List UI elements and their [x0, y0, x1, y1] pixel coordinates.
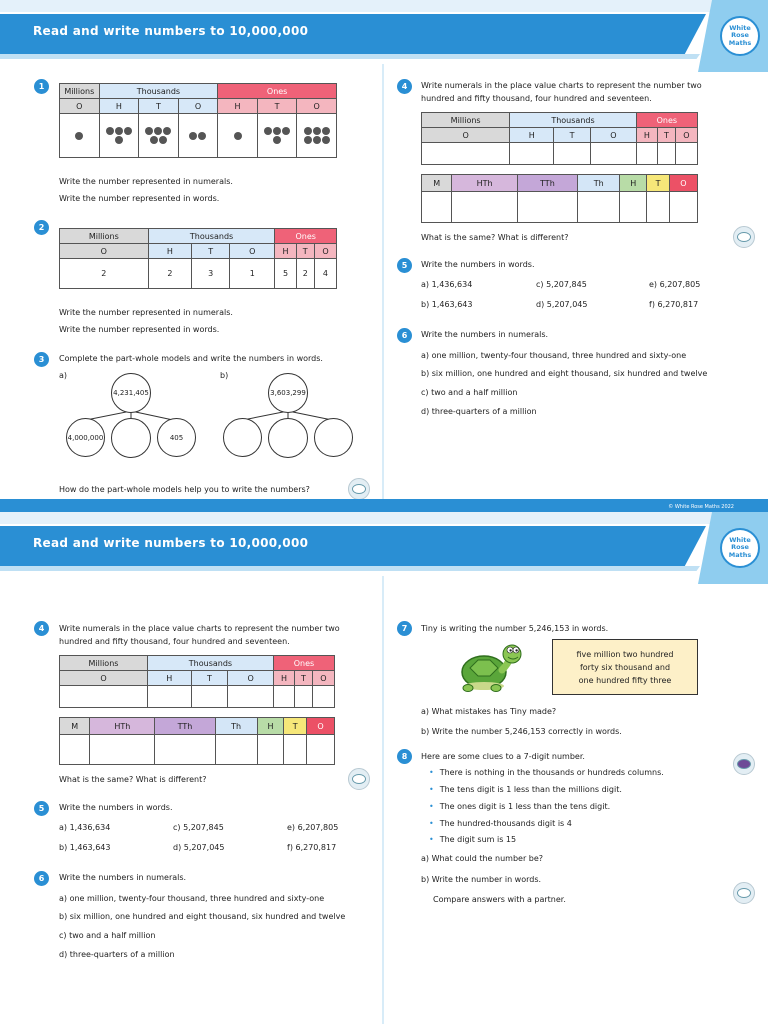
discussion-icon: [733, 226, 755, 248]
column-header: O: [178, 99, 218, 114]
answer-cell[interactable]: [657, 143, 675, 165]
counter-cell: [257, 114, 297, 158]
column-header: H: [148, 244, 192, 259]
q4-prompt-line2: hundred and fifty thousand, four hundred and seventeen.: [59, 637, 290, 646]
column-header: O: [669, 175, 697, 192]
q5-item: f) 6,270,817: [649, 300, 699, 309]
q1-numerals-prompt: Write the number represented in numerals.: [59, 177, 233, 186]
part-whole-a-blank-part[interactable]: [111, 418, 151, 458]
digit-cell: 2: [148, 259, 192, 289]
q6-prompt: Write the numbers in numerals.: [59, 873, 187, 882]
answer-cell[interactable]: [312, 686, 334, 708]
q8-compare: Compare answers with a partner.: [433, 895, 566, 904]
q7-prompt: Tiny is writing the number 5,246,153 in words.: [421, 624, 609, 633]
counter-row: [60, 114, 337, 158]
part-whole-b-blank-part[interactable]: [223, 418, 262, 457]
column-header: O: [314, 244, 336, 259]
counter-cell: [139, 114, 179, 158]
q3-prompt: Complete the part-whole models and write the numbers in words.: [59, 354, 323, 363]
column-header: T: [139, 99, 179, 114]
column-header: O: [312, 671, 334, 686]
answer-cell[interactable]: [422, 192, 452, 223]
q1-words-prompt: Write the number represented in words.: [59, 194, 220, 203]
counter-dot: [322, 127, 330, 135]
column-header: M: [422, 175, 452, 192]
column-header: H: [147, 671, 191, 686]
question-number-6: 6: [34, 871, 49, 886]
q6-item: c) two and a half million: [59, 931, 156, 940]
answer-cell[interactable]: [60, 686, 148, 708]
column-header: O: [60, 671, 148, 686]
column-header: HTh: [452, 175, 517, 192]
part-whole-b-blank-part[interactable]: [268, 418, 308, 458]
header-millions: Millions: [60, 229, 149, 244]
counter-dot: [273, 136, 281, 144]
place-value-chart-digits: [59, 228, 337, 289]
header-millions: Millions: [422, 113, 510, 128]
column-header: T: [554, 128, 591, 143]
answer-cell[interactable]: [620, 192, 647, 223]
answer-cell[interactable]: [60, 735, 90, 765]
question-number-5: 5: [397, 258, 412, 273]
q5-item: f) 6,270,817: [287, 843, 337, 852]
q5-item: e) 6,207,805: [649, 280, 701, 289]
header-ones: Ones: [273, 656, 334, 671]
place-value-chart-blank: [59, 655, 335, 708]
column-header: O: [60, 99, 100, 114]
column-header: O: [230, 244, 275, 259]
counter-dot: [304, 136, 312, 144]
answer-cell[interactable]: [510, 143, 554, 165]
answer-cell[interactable]: [669, 192, 697, 223]
q8-part-a: a) What could the number be?: [421, 854, 544, 863]
column-header: O: [307, 718, 335, 735]
q5-prompt: Write the numbers in words.: [421, 260, 535, 269]
header-thousands: Thousands: [99, 84, 218, 99]
counter-dot: [159, 136, 167, 144]
q6-item: b) six million, one hundred and eight thousand, six hundred and twelve: [59, 912, 346, 921]
speech-line: one hundred fifty three: [578, 675, 672, 685]
column-header: T: [257, 99, 297, 114]
answer-cell[interactable]: [295, 686, 313, 708]
column-header: H: [636, 128, 657, 143]
counter-dot: [198, 132, 206, 140]
header-ones: Ones: [275, 229, 337, 244]
column-header: O: [60, 244, 149, 259]
header-thousands: Thousands: [148, 229, 275, 244]
logo-line: White: [729, 23, 751, 32]
q5-item: d) 5,207,045: [536, 300, 588, 309]
speech-line: five million two hundred: [576, 649, 674, 659]
question-number-4: 4: [397, 79, 412, 94]
discussion-icon: [733, 882, 755, 904]
column-header: T: [191, 671, 228, 686]
q4-prompt-line1: Write numerals in the place value charts to represent the number two: [59, 624, 340, 633]
banner-strip: [0, 54, 700, 59]
white-rose-maths-logo: [720, 528, 760, 568]
q6-item: b) six million, one hundred and eight thousand, six hundred and twelve: [421, 369, 708, 378]
counter-dot: [304, 127, 312, 135]
worksheet-page-2: [0, 512, 768, 1024]
question-number-2: 2: [34, 220, 49, 235]
logo-line: White: [729, 535, 751, 544]
answer-cell[interactable]: [215, 735, 257, 765]
counter-cell: [218, 114, 258, 158]
column-header: H: [218, 99, 258, 114]
q4-prompt-line2: hundred and fifty thousand, four hundred and seventeen.: [421, 94, 652, 103]
part-whole-b-blank-part[interactable]: [314, 418, 353, 457]
header-ones: Ones: [218, 84, 337, 99]
column-divider: [382, 64, 384, 500]
column-header: T: [284, 718, 307, 735]
q6-item: d) three-quarters of a million: [421, 407, 537, 416]
page-title: Read and write numbers to 10,000,000: [33, 536, 309, 550]
counter-dot: [273, 127, 281, 135]
logo-line: Maths: [728, 38, 752, 47]
q3-question: How do the part-whole models help you to write the numbers?: [59, 485, 310, 494]
header-millions: Millions: [60, 656, 148, 671]
q7-part-b: b) Write the number 5,246,153 correctly in words.: [421, 727, 622, 736]
column-header: T: [296, 244, 314, 259]
logo-line: Rose: [731, 31, 749, 40]
column-header: M: [60, 718, 90, 735]
column-header: T: [192, 244, 230, 259]
counter-dot: [322, 136, 330, 144]
answer-cell[interactable]: [452, 192, 517, 223]
q7-part-a: a) What mistakes has Tiny made?: [421, 707, 557, 716]
counter-dot: [75, 132, 83, 140]
answer-cell[interactable]: [307, 735, 335, 765]
q4-prompt-line1: Write numerals in the place value charts to represent the number two: [421, 81, 702, 90]
column-header: O: [297, 99, 337, 114]
q2-words-prompt: Write the number represented in words.: [59, 325, 220, 334]
q8-clue: • The ones digit is 1 less than the tens digit.: [429, 802, 610, 811]
counter-dot: [154, 127, 162, 135]
column-header: H: [257, 718, 284, 735]
counter-dot: [150, 136, 158, 144]
digit-cell: 2: [296, 259, 314, 289]
q5-item: c) 5,207,845: [173, 823, 224, 832]
q8-prompt: Here are some clues to a 7-digit number.: [421, 752, 585, 761]
counter-dot: [124, 127, 132, 135]
answer-cell[interactable]: [636, 143, 657, 165]
q5-prompt: Write the numbers in words.: [59, 803, 173, 812]
counter-dot: [189, 132, 197, 140]
question-number-3: 3: [34, 352, 49, 367]
answer-cell[interactable]: [147, 686, 191, 708]
column-header: Th: [215, 718, 257, 735]
page-title: Read and write numbers to 10,000,000: [33, 24, 309, 38]
answer-cell[interactable]: [675, 143, 697, 165]
question-number-1: 1: [34, 79, 49, 94]
digit-cell: 2: [60, 259, 149, 289]
banner-strip: [0, 566, 700, 571]
header-thousands: Thousands: [510, 113, 636, 128]
column-header: O: [675, 128, 697, 143]
q6-item: a) one million, twenty-four thousand, three hundred and sixty-one: [59, 894, 325, 903]
digit-cell: 1: [230, 259, 275, 289]
part-whole-b-whole: 3,603,299: [268, 373, 308, 413]
column-header: H: [620, 175, 647, 192]
q5-item: a) 1,436,634: [59, 823, 111, 832]
answer-cell[interactable]: [257, 735, 284, 765]
place-value-chart-abbrev: [421, 174, 698, 223]
discussion-icon: [348, 768, 370, 790]
counter-dot: [313, 136, 321, 144]
question-number-6: 6: [397, 328, 412, 343]
column-header: H: [510, 128, 554, 143]
q6-item: d) three-quarters of a million: [59, 950, 175, 959]
part-whole-a-part: 405: [157, 418, 196, 457]
answer-cell[interactable]: [228, 686, 274, 708]
header-thousands: Thousands: [147, 656, 273, 671]
header-millions: Millions: [60, 84, 100, 99]
place-value-chart-abbrev: [59, 717, 335, 765]
part-whole-a-whole: 4,231,405: [111, 373, 151, 413]
digit-cell: 5: [275, 259, 296, 289]
answer-cell[interactable]: [155, 735, 215, 765]
column-header: H: [275, 244, 296, 259]
q5-item: d) 5,207,045: [173, 843, 225, 852]
q3-part-a-label: a): [59, 371, 68, 380]
banner-background: [0, 512, 768, 524]
counter-dot: [115, 136, 123, 144]
column-header: Th: [578, 175, 620, 192]
digit-cell: 3: [192, 259, 230, 289]
counter-dot: [106, 127, 114, 135]
counter-dot: [163, 127, 171, 135]
answer-cell[interactable]: [273, 686, 294, 708]
part-whole-a-part: 4,000,000: [66, 418, 105, 457]
counter-dot: [264, 127, 272, 135]
counter-dot: [115, 127, 123, 135]
counter-dot: [234, 132, 242, 140]
copyright-text: © White Rose Maths 2022: [668, 504, 734, 510]
answer-cell[interactable]: [90, 735, 155, 765]
header-ones: Ones: [636, 113, 697, 128]
place-value-chart-blank: [421, 112, 698, 165]
q5-item: b) 1,463,643: [59, 843, 111, 852]
column-header: O: [590, 128, 636, 143]
counter-cell: [99, 114, 139, 158]
q6-item: c) two and a half million: [421, 388, 518, 397]
place-value-chart-counters: [59, 83, 337, 158]
q8-clue: • The digit sum is 15: [429, 835, 516, 844]
counter-dot: [145, 127, 153, 135]
answer-cell[interactable]: [422, 143, 510, 165]
counter-cell: [60, 114, 100, 158]
column-divider: [382, 576, 384, 1024]
q8-clue: • There is nothing in the thousands or hundreds columns.: [429, 768, 664, 777]
tiny-speech-box: [552, 639, 698, 695]
question-number-7: 7: [397, 621, 412, 636]
digit-cell: 4: [314, 259, 336, 289]
q6-prompt: Write the numbers in numerals.: [421, 330, 549, 339]
counter-dot: [313, 127, 321, 135]
answer-cell[interactable]: [578, 192, 620, 223]
column-header: T: [657, 128, 675, 143]
q4-question: What is the same? What is different?: [59, 775, 207, 784]
answer-cell[interactable]: [647, 192, 670, 223]
logo-line: Rose: [731, 543, 749, 552]
logo-line: Maths: [728, 550, 752, 559]
q6-item: a) one million, twenty-four thousand, three hundred and sixty-one: [421, 351, 687, 360]
white-rose-maths-logo: [720, 16, 760, 56]
column-header: H: [273, 671, 294, 686]
answer-cell[interactable]: [191, 686, 228, 708]
column-header: T: [647, 175, 670, 192]
column-header: O: [422, 128, 510, 143]
discussion-icon: [348, 478, 370, 500]
q4-question: What is the same? What is different?: [421, 233, 569, 242]
column-header: T: [295, 671, 313, 686]
q8-clue: • The tens digit is 1 less than the millions digit.: [429, 785, 622, 794]
column-header: O: [228, 671, 274, 686]
q2-numerals-prompt: Write the number represented in numerals.: [59, 308, 233, 317]
answer-cell[interactable]: [284, 735, 307, 765]
answer-cell[interactable]: [590, 143, 636, 165]
q5-item: b) 1,463,643: [421, 300, 473, 309]
column-header: TTh: [155, 718, 215, 735]
q5-item: e) 6,207,805: [287, 823, 339, 832]
counter-dot: [282, 127, 290, 135]
speech-line: forty six thousand and: [579, 662, 671, 672]
q5-item: a) 1,436,634: [421, 280, 473, 289]
column-header: H: [99, 99, 139, 114]
question-number-4: 4: [34, 621, 49, 636]
footer-bar: [0, 499, 768, 512]
counter-cell: [178, 114, 218, 158]
q8-part-b: b) Write the number in words.: [421, 875, 542, 884]
q8-clue: • The hundred-thousands digit is 4: [429, 819, 572, 828]
counter-cell: [297, 114, 337, 158]
tortoise-icon: [458, 642, 524, 694]
banner-background: [0, 0, 768, 12]
column-header: TTh: [517, 175, 577, 192]
q3-part-b-label: b): [220, 371, 229, 380]
answer-cell[interactable]: [517, 192, 577, 223]
discussion-icon: [733, 753, 755, 775]
q5-item: c) 5,207,845: [536, 280, 587, 289]
question-number-8: 8: [397, 749, 412, 764]
answer-cell[interactable]: [554, 143, 591, 165]
column-header: HTh: [90, 718, 155, 735]
question-number-5: 5: [34, 801, 49, 816]
